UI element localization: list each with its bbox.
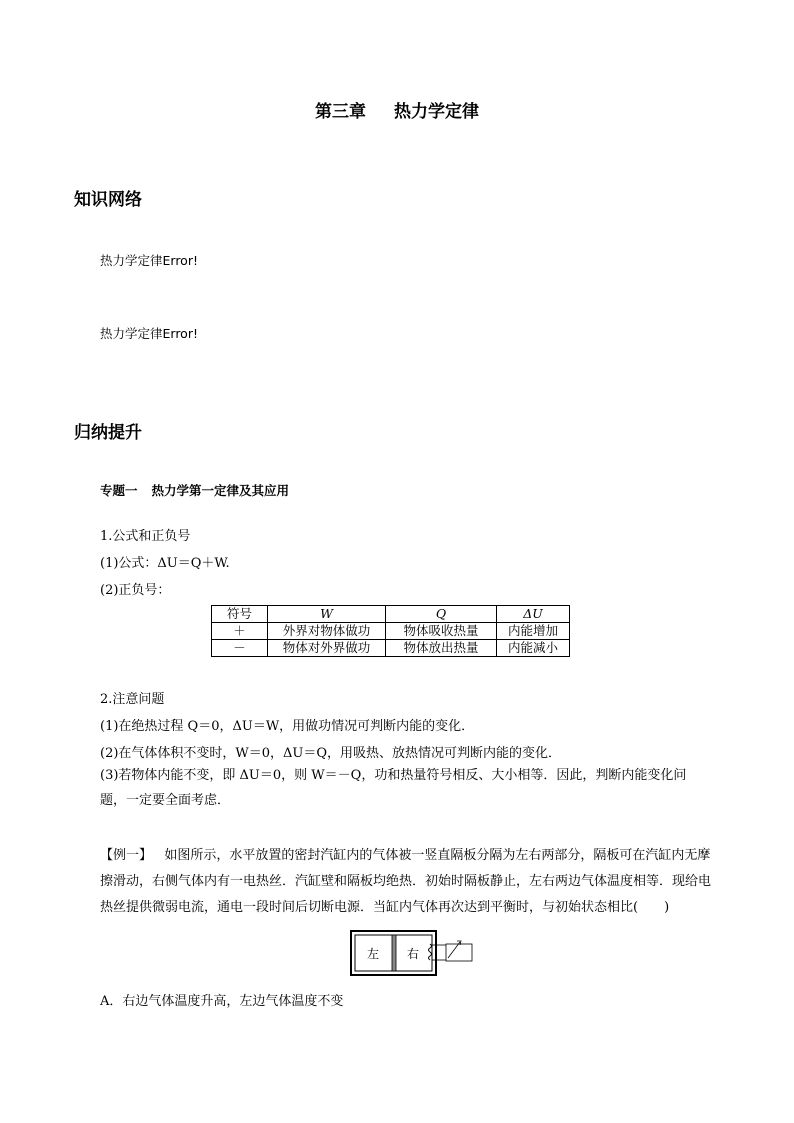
table-cell: 外界对物体做功: [268, 623, 386, 640]
rheostat-arrow: [448, 942, 460, 958]
heater-wire: [429, 944, 432, 960]
sign-table: [211, 605, 570, 657]
chapter-title: [0, 97, 794, 122]
table-header-cell: W: [268, 606, 386, 623]
table-header-cell: 符号: [212, 606, 268, 623]
cylinder-figure: [350, 930, 474, 976]
topic-label: 专题一: [100, 483, 138, 498]
topic-title: 热力学第一定律及其应用: [151, 483, 290, 498]
table-cell: 物体对外界做功: [268, 640, 386, 657]
table-row: [212, 640, 570, 657]
example-block: [100, 843, 720, 921]
note-item-1: (1)在绝热过程 Q＝0，ΔU＝W，用做功情况可判断内能的变化．: [100, 719, 475, 734]
table-header-row: [212, 606, 570, 623]
example-text: 如图所示，水平放置的密封汽缸内的气体被一竖直隔板分隔为左右两部分，隔板可在汽缸内无摩擦滑动，右侧气体内有一电热丝．汽缸壁和隔板均绝热．初始时隔板静止，左右两边气体温度相等．现给电热丝提供微弱电流，通电一段时间后切断电源．当缸内气体再次达到平衡时，与初始状态相比( ): [100, 848, 712, 915]
example-label: 【例一】: [100, 848, 153, 863]
table-row: [212, 623, 570, 640]
table-header-cell: Q: [386, 606, 497, 623]
table-cell: 物体放出热量: [386, 640, 497, 657]
network-line-2: 热力学定律Error!: [100, 326, 198, 341]
note-item-2: (2)在气体体积不变时，W＝0，ΔU＝Q，用吸热、放热情况可判断内能的变化．: [100, 746, 562, 761]
formula-line-2: (2)正负号：: [100, 583, 171, 598]
note-item-3: [100, 763, 700, 813]
topic-heading: [100, 481, 289, 499]
section-heading-summary: 归纳提升: [74, 423, 142, 443]
network-line-1: 热力学定律Error!: [100, 253, 198, 268]
formula-line-1: (1)公式：ΔU＝Q＋W.: [100, 556, 230, 571]
chapter-name: 热力学定律: [394, 102, 479, 122]
formula-heading: 1.公式和正负号: [100, 529, 191, 544]
option-a: A．右边气体温度升高，左边气体温度不变: [100, 994, 344, 1009]
table-cell: ＋: [212, 623, 268, 640]
figure-label-left: 左: [366, 947, 380, 961]
chapter-number: 第三章: [315, 102, 366, 122]
partition: [392, 935, 396, 971]
note-item-3-text: (3)若物体内能不变，即 ΔU＝0，则 W＝－Q，功和热量符号相反、大小相等．因此，判断内能变化问题，一定要全面考虑．: [100, 768, 687, 808]
figure-label-right: 右: [406, 947, 420, 961]
table-header-cell: ΔU: [497, 606, 570, 623]
table-cell: －: [212, 640, 268, 657]
notes-heading: 2.注意问题: [100, 692, 165, 707]
table-cell: 内能增加: [497, 623, 570, 640]
table-cell: 物体吸收热量: [386, 623, 497, 640]
section-heading-knowledge-network: 知识网络: [74, 190, 142, 210]
circuit-box: [446, 944, 472, 961]
table-cell: 内能减小: [497, 640, 570, 657]
